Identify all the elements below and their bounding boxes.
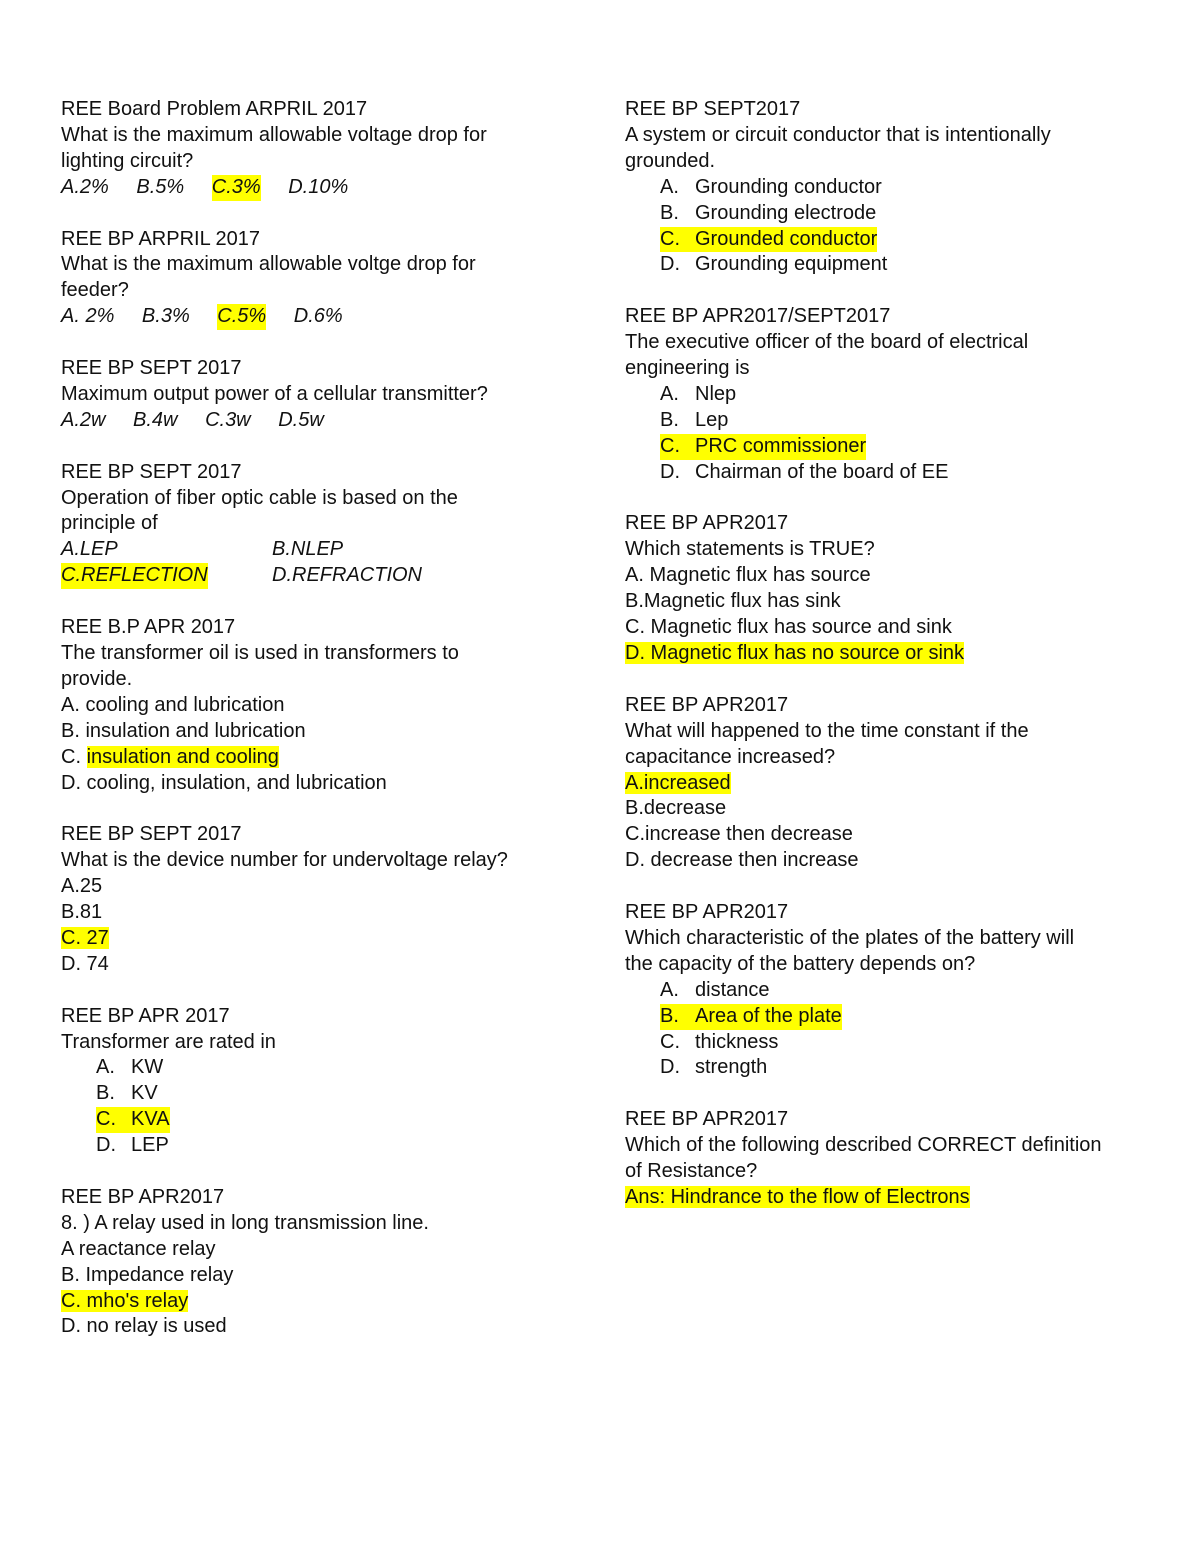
question-header: REE BP APR2017 xyxy=(625,693,789,716)
option-text: KVA xyxy=(131,1107,170,1133)
option-letter: C. xyxy=(660,434,695,460)
answer-options xyxy=(61,175,561,201)
option-text: Area of the plate xyxy=(695,1004,842,1030)
option-letter: A. xyxy=(660,978,679,1001)
option-text: distance xyxy=(695,978,770,1001)
question-text: Operation of fiber optic cable is based on the xyxy=(61,486,458,509)
question-text: feeder? xyxy=(61,279,129,302)
option-b xyxy=(625,408,1150,434)
question-header: REE BP SEPT 2017 xyxy=(61,357,242,380)
option-text: KV xyxy=(131,1082,158,1105)
option-d: D. cooling, insulation, and lubrication xyxy=(61,771,387,794)
option-text: Grounding equipment xyxy=(695,253,888,276)
question-text: 8. ) A relay used in long transmission line. xyxy=(61,1211,429,1234)
option-d: D. 74 xyxy=(61,952,109,975)
option-a xyxy=(625,978,1150,1004)
question-block-13 xyxy=(625,900,1150,1081)
question-header: REE Board Problem ARPRIL 2017 xyxy=(61,98,368,120)
option-a: A.LEP xyxy=(61,538,118,561)
option-d xyxy=(625,1055,1150,1081)
question-text: provide. xyxy=(61,667,133,690)
option-text: PRC commissioner xyxy=(695,434,866,460)
option-text: strength xyxy=(695,1056,768,1079)
option-b: B.5% xyxy=(136,175,185,198)
question-block-14 xyxy=(625,1107,1150,1211)
option-d xyxy=(625,460,1150,486)
question-text: Which statements is TRUE? xyxy=(625,538,875,561)
option-b: B.4w xyxy=(133,408,178,431)
option-c-highlighted: C.3% xyxy=(212,175,261,201)
question-text: engineering is xyxy=(625,357,750,380)
question-header: REE BP APR2017/SEPT2017 xyxy=(625,305,891,328)
option-d: D.REFRACTION xyxy=(272,564,422,587)
question-header: REE B.P APR 2017 xyxy=(61,616,236,639)
option-c-highlighted: C. mho's relay xyxy=(61,1289,189,1312)
option-text: Chairman of the board of EE xyxy=(695,460,949,483)
question-block-2 xyxy=(61,227,561,331)
question-text: principle of xyxy=(61,512,158,535)
option-b-highlighted xyxy=(625,1004,1150,1030)
question-header: REE BP SEPT2017 xyxy=(625,98,801,120)
question-header: REE BP ARPRIL 2017 xyxy=(61,227,261,250)
option-a: A.2w xyxy=(61,408,106,431)
option-d: D.10% xyxy=(288,175,349,198)
option-text: thickness xyxy=(695,1030,779,1053)
option-text: Nlep xyxy=(695,382,737,405)
option-d: D.5w xyxy=(278,408,324,431)
option-b: B. Impedance relay xyxy=(61,1263,234,1286)
option-a-highlighted: A.increased xyxy=(625,771,731,794)
answer-options xyxy=(61,304,561,330)
option-letter: A. xyxy=(96,1056,115,1079)
option-letter: B. xyxy=(96,1082,115,1105)
question-header: REE BP APR2017 xyxy=(625,512,789,535)
option-a: A reactance relay xyxy=(61,1237,216,1260)
option-b: B.Magnetic flux has sink xyxy=(625,590,841,613)
option-a xyxy=(625,175,1150,201)
option-d xyxy=(625,252,1150,278)
question-block-4 xyxy=(61,460,561,590)
option-letter: C. xyxy=(96,1107,131,1133)
question-text: Transformer are rated in xyxy=(61,1030,276,1053)
question-text: Which characteristic of the plates of the battery will xyxy=(625,926,1075,949)
question-block-1 xyxy=(61,97,561,201)
option-text: Grounded conductor xyxy=(695,227,877,253)
option-a: A. Magnetic flux has source xyxy=(625,564,871,587)
answer-options xyxy=(61,408,561,434)
option-a xyxy=(61,1055,561,1081)
option-letter: D. xyxy=(660,460,680,483)
question-block-3 xyxy=(61,356,561,434)
option-c-highlighted: insulation and cooling xyxy=(86,745,279,768)
option-text: KW xyxy=(131,1056,164,1079)
right-column xyxy=(625,97,1150,1237)
question-text: the capacity of the battery depends on? xyxy=(625,952,976,975)
option-c: C. Magnetic flux has source and sink xyxy=(625,616,952,639)
option-a: A.2% xyxy=(61,175,109,198)
option-letter: C. xyxy=(660,227,695,253)
option-c-highlighted xyxy=(61,1107,561,1133)
question-block-5 xyxy=(61,615,561,796)
option-b: B.NLEP xyxy=(272,538,344,561)
option-a: A.25 xyxy=(61,875,103,898)
option-a xyxy=(625,382,1150,408)
option-letter: B. xyxy=(660,201,679,224)
option-c-highlighted: C.5% xyxy=(217,304,266,330)
question-text: What is the device number for undervoltage relay? xyxy=(61,849,508,872)
question-text: A system or circuit conductor that is intentionally xyxy=(625,123,1051,146)
option-letter: C. xyxy=(660,1030,680,1053)
question-block-6 xyxy=(61,822,561,977)
left-column xyxy=(61,97,561,1366)
question-text: What is the maximum allowable voltge drop for xyxy=(61,253,476,276)
question-header: REE BP SEPT 2017 xyxy=(61,460,242,483)
question-header: REE BP SEPT 2017 xyxy=(61,823,242,846)
option-letter: D. xyxy=(660,253,680,276)
question-text: lighting circuit? xyxy=(61,149,194,172)
option-c-highlighted xyxy=(625,227,1150,253)
option-text: Grounding conductor xyxy=(695,175,882,198)
option-a: A. cooling and lubrication xyxy=(61,693,285,716)
question-text: capacitance increased? xyxy=(625,745,836,768)
question-header: REE BP APR2017 xyxy=(625,1108,789,1131)
option-c-highlighted xyxy=(625,434,1150,460)
question-text: Maximum output power of a cellular transmitter? xyxy=(61,382,488,405)
question-block-9 xyxy=(625,97,1150,278)
option-b: B.3% xyxy=(141,305,190,328)
option-text: Grounding electrode xyxy=(695,201,877,224)
option-b xyxy=(625,201,1150,227)
option-letter: A. xyxy=(660,175,679,198)
option-c-highlighted: C. 27 xyxy=(61,926,109,949)
option-text: LEP xyxy=(131,1134,169,1157)
option-c: C.3w xyxy=(205,408,251,431)
option-letter: B. xyxy=(660,1004,695,1030)
option-letter: D. xyxy=(660,1056,680,1079)
question-text: grounded. xyxy=(625,149,716,172)
option-b: B.81 xyxy=(61,901,103,924)
option-c-prefix: C. xyxy=(61,745,87,768)
option-text: Lep xyxy=(695,408,729,431)
option-d: D.6% xyxy=(293,305,343,328)
question-text: What will happened to the time constant if the xyxy=(625,719,1029,742)
question-block-11 xyxy=(625,511,1150,666)
option-d: D. decrease then increase xyxy=(625,849,859,872)
question-text: Which of the following described CORRECT definition xyxy=(625,1134,1102,1157)
option-b xyxy=(61,1081,561,1107)
question-block-7 xyxy=(61,1004,561,1159)
option-b: B. insulation and lubrication xyxy=(61,719,306,742)
question-block-12 xyxy=(625,693,1150,874)
question-header: REE BP APR 2017 xyxy=(61,1004,230,1027)
option-c: C.increase then decrease xyxy=(625,823,853,846)
question-block-10 xyxy=(625,304,1150,485)
question-block-8 xyxy=(61,1185,561,1340)
question-text: What is the maximum allowable voltage drop for xyxy=(61,123,487,146)
option-letter: B. xyxy=(660,408,679,431)
option-d-highlighted: D. Magnetic flux has no source or sink xyxy=(625,642,965,664)
option-c-highlighted: C.REFLECTION xyxy=(61,563,208,589)
option-c xyxy=(61,745,561,771)
question-header: REE BP APR2017 xyxy=(625,901,789,924)
option-d xyxy=(61,1133,561,1159)
question-text: The executive officer of the board of electrical xyxy=(625,331,1029,354)
option-c xyxy=(625,1030,1150,1056)
option-a: A. 2% xyxy=(61,305,115,328)
question-text: of Resistance? xyxy=(625,1160,758,1183)
answer-highlighted: Ans: Hindrance to the flow of Electrons xyxy=(625,1185,970,1208)
option-d: D. no relay is used xyxy=(61,1315,227,1338)
question-header: REE BP APR2017 xyxy=(61,1185,225,1208)
option-letter: A. xyxy=(660,382,679,405)
option-b: B.decrease xyxy=(625,797,727,820)
question-text: The transformer oil is used in transformers to xyxy=(61,641,459,664)
answer-options xyxy=(61,537,561,589)
option-letter: D. xyxy=(96,1134,116,1157)
